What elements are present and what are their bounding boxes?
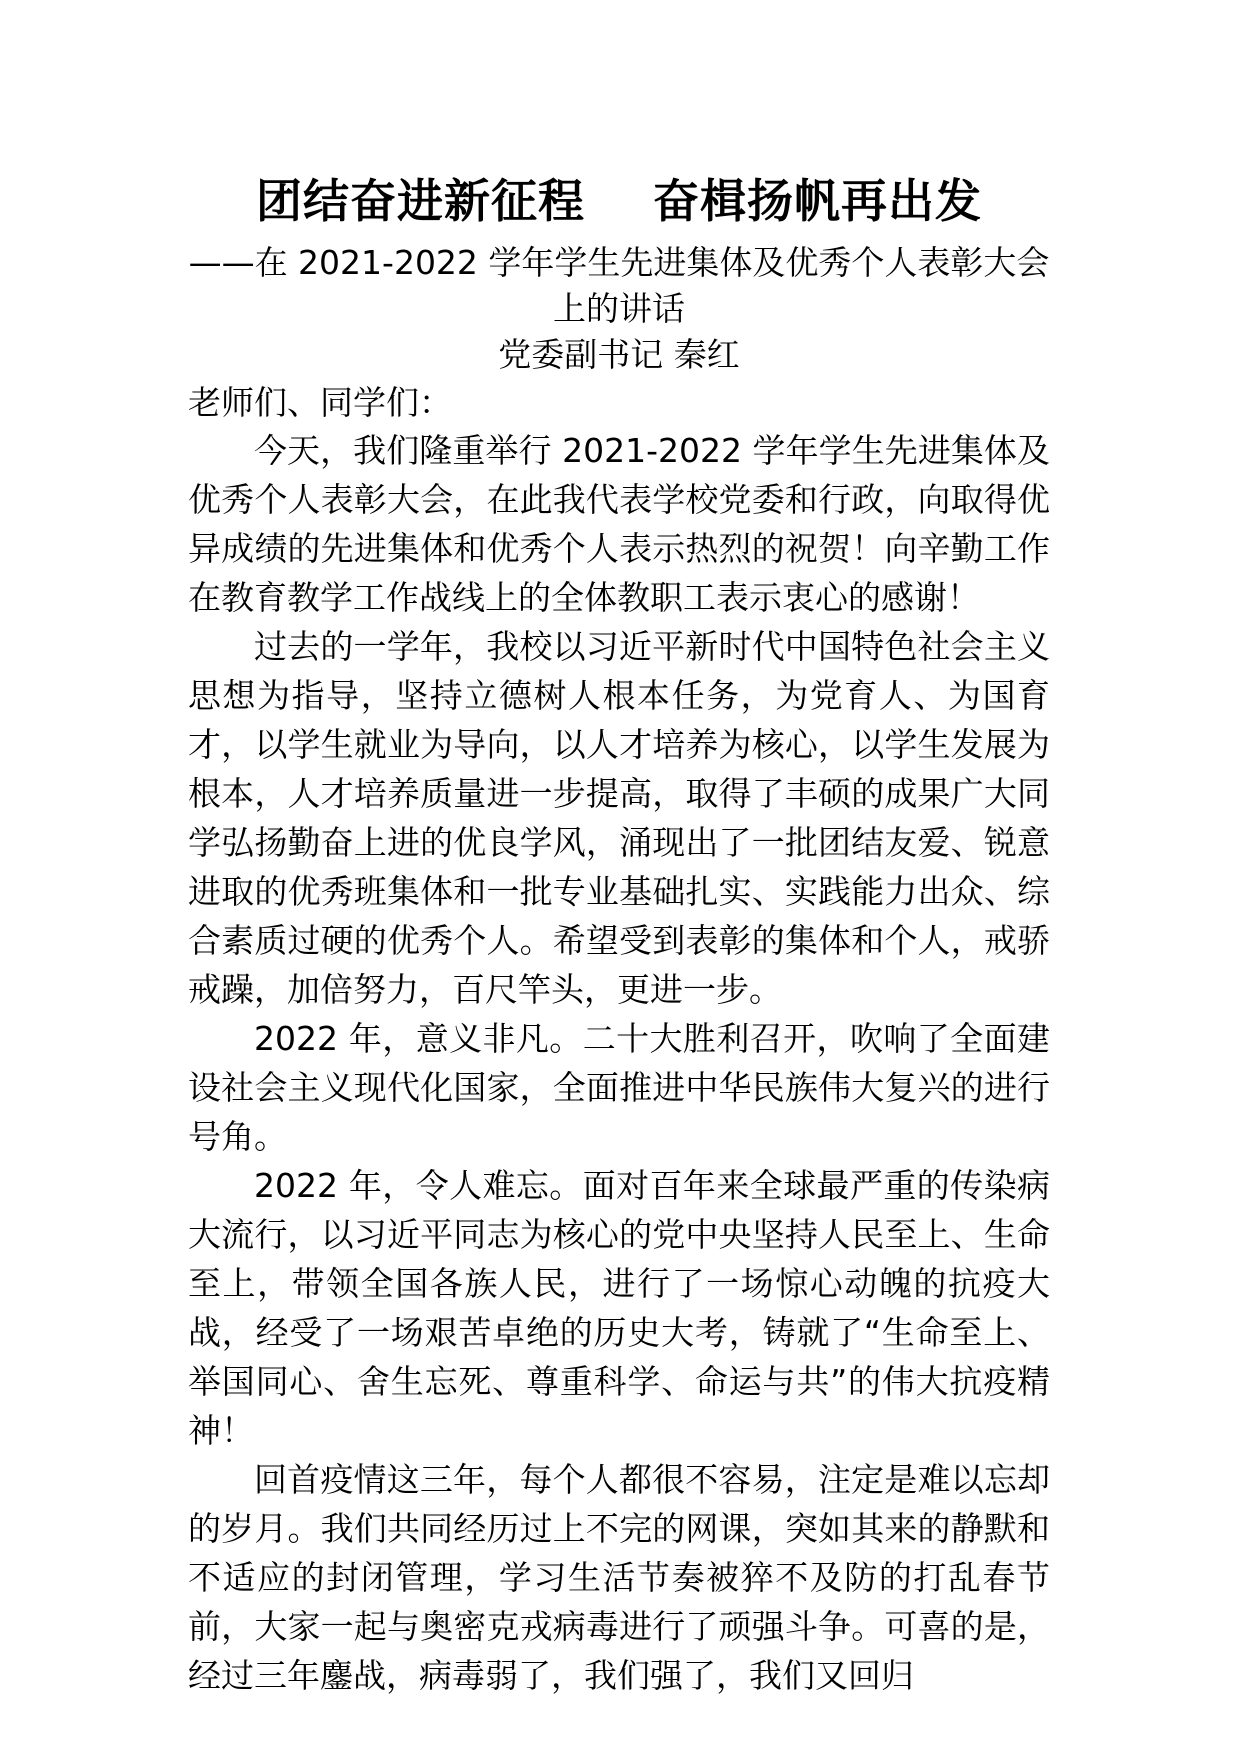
document-subtitle: ——在 2021-2022 学年学生先进集体及优秀个人表彰大会上的讲话: [188, 243, 1050, 328]
salutation: 老师们、同学们：: [188, 383, 452, 422]
body-paragraph-5: 回首疫情这三年，每个人都很不容易，注定是难以忘却的岁月。我们共同经历过上不完的网课，突如其来的静默和不适应的封闭管理，学习生活节奏被猝不及防的打乱春节前，大家一起与奥密克戎病毒进行了顽强斗争。可喜的是，经过三年鏖战，病毒弱了，我们强了，我们又回归: [188, 1460, 1050, 1695]
body-paragraph-1: 今天，我们隆重举行 2021-2022 学年学生先进集体及优秀个人表彰大会，在此我代表学校党委和行政，向取得优异成绩的先进集体和优秀个人表示热烈的祝贺！向辛勤工作在教育教学工作战线上的全体教职工表示衷心的感谢！: [188, 431, 1050, 617]
speaker-line: 党委副书记 秦红: [498, 335, 740, 374]
body-paragraph-2: 过去的一学年，我校以习近平新时代中国特色社会主义思想为指导，坚持立德树人根本任务，为党育人、为国育才，以学生就业为导向，以人才培养为核心，以学生发展为根本，人才培养质量进一步提高，取得了丰硕的成果广大同学弘扬勤奋上进的优良学风，涌现出了一批团结友爱、锐意进取的优秀班集体和一批专业基础扎实、实践能力出众、综合素质过硬的优秀个人。希望受到表彰的集体和个人，戒骄戒躁，加倍努力，百尺竿头，更进一步。: [188, 627, 1050, 1009]
document-page: [188, 170, 1050, 1700]
body-paragraph-3: 2022 年，意义非凡。二十大胜利召开，吹响了全面建设社会主义现代化国家，全面推进中华民族伟大复兴的进行号角。: [188, 1019, 1050, 1156]
document-title: 团结奋进新征程 奋楫扬帆再出发: [255, 174, 983, 228]
body-paragraph-4: 2022 年，令人难忘。面对百年来全球最严重的传染病大流行，以习近平同志为核心的党中央坚持人民至上、生命至上，带领全国各族人民，进行了一场惊心动魄的抗疫大战，经受了一场艰苦卓绝的历史大考，铸就了“生命至上、举国同心、舍生忘死、尊重科学、命运与共”的伟大抗疫精神！: [188, 1166, 1050, 1450]
